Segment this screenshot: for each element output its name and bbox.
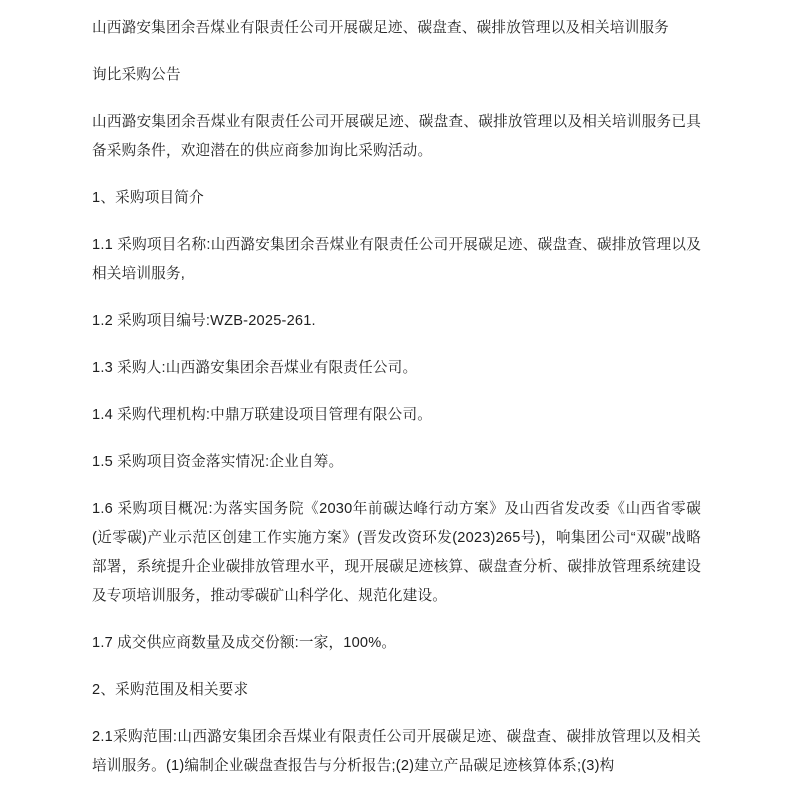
paragraph-1-3: 1.3 采购人:山西潞安集团余吾煤业有限责任公司。 (92, 360, 418, 376)
paragraph-1-2: 1.2 采购项目编号:WZB-2025-261. (92, 313, 316, 329)
paragraph-1-4: 1.4 采购代理机构:中鼎万联建设项目管理有限公司。 (92, 407, 433, 423)
document-subtitle: 询比采购公告 (92, 67, 181, 83)
section-heading-1: 1、采购项目简介 (92, 190, 204, 206)
section-heading-2: 2、采购范围及相关要求 (92, 682, 249, 698)
paragraph-intro: 山西潞安集团余吾煤业有限责任公司开展碳足迹、碳盘查、碳排放管理以及相关培训服务已具备采购条件，欢迎潜在的供应商参加询比采购活动。 (92, 114, 701, 159)
paragraph-2-1: 2.1采购范围:山西潞安集团余吾煤业有限责任公司开展碳足迹、碳盘查、碳排放管理以及相关培训服务。(1)编制企业碳盘查报告与分析报告;(2)建立产品碳足迹核算体系;(3)构 (92, 729, 701, 774)
paragraph-1-1: 1.1 采购项目名称:山西潞安集团余吾煤业有限责任公司开展碳足迹、碳盘查、碳排放管理以及相关培训服务, (92, 237, 701, 282)
paragraph-1-6: 1.6 采购项目概况:为落实国务院《2030年前碳达峰行动方案》及山西省发改委《山西省零碳(近零碳)产业示范区创建工作实施方案》(晋发改资环发(2023)265号)，响集团公司“双碳”战略部署，系统提升企业碳排放管理水平，现开展碳足迹核算、碳盘查分析、碳排放管理系统建设及专项培训服务，推动零碳矿山科学化、规范化建设。 (92, 501, 701, 604)
paragraph-1-7: 1.7 成交供应商数量及成交份额:一家，100%。 (92, 635, 397, 651)
paragraph-1-5: 1.5 采购项目资金落实情况:企业自筹。 (92, 454, 344, 470)
page-title: 山西潞安集团余吾煤业有限责任公司开展碳足迹、碳盘查、碳排放管理以及相关培训服务 (92, 20, 669, 36)
